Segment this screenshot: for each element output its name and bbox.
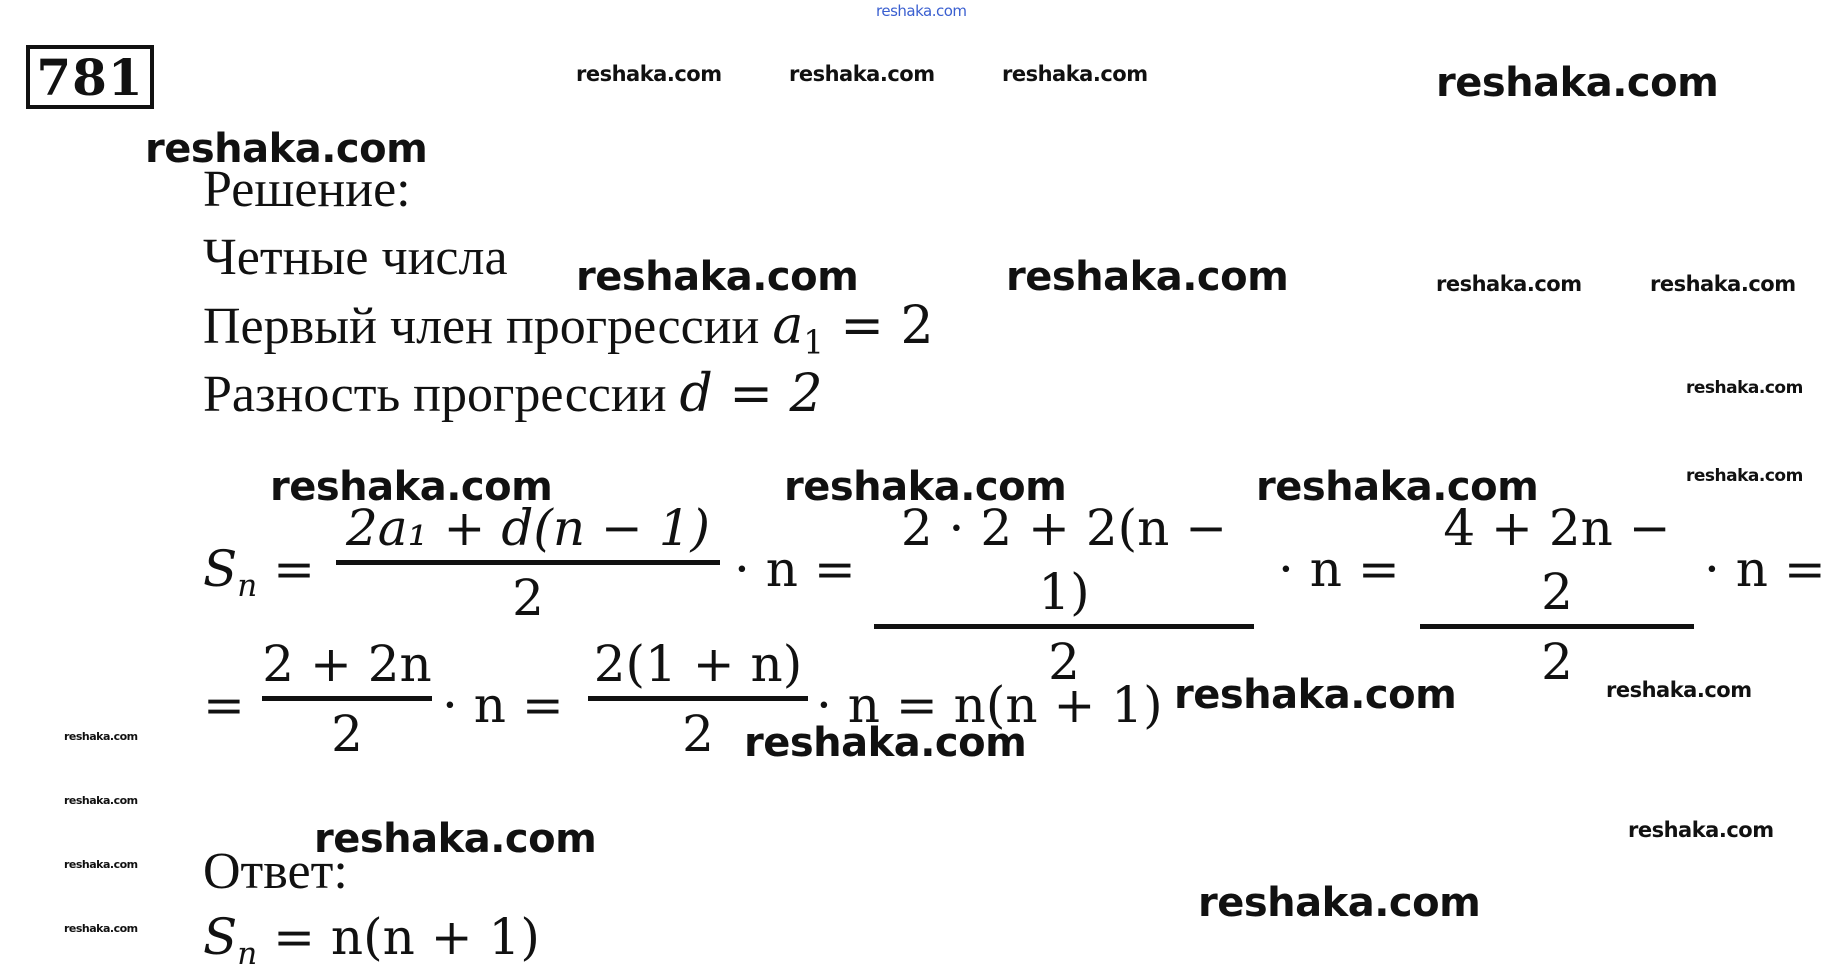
fraction-3-denominator: 2 [1541,633,1573,691]
difference-formula: d = 2 [679,364,823,424]
times-n-4: · n = [442,676,564,734]
watermark: reshaka.com [1174,672,1457,718]
difference-text: Разность прогрессии [203,366,667,423]
line-even-numbers: Четные числа [203,229,508,286]
watermark-top: reshaka.com [876,2,967,20]
watermark: reshaka.com [1256,464,1539,510]
watermark: reshaka.com [1002,62,1148,86]
watermark: reshaka.com [576,254,859,300]
watermark: reshaka.com [1650,272,1796,296]
watermark: reshaka.com [1628,818,1774,842]
answer-heading: Ответ: [203,843,348,900]
times-n-2: · n = [1278,540,1400,598]
watermark: reshaka.com [270,464,553,510]
watermark: reshaka.com [1006,254,1289,300]
watermark: reshaka.com [1198,880,1481,926]
watermark: reshaka.com [1436,272,1582,296]
fraction-4-numerator: 2 + 2n [262,635,432,693]
watermark: reshaka.com [789,62,935,86]
watermark: reshaka.com [64,922,138,935]
formula-lhs: $S_n$ = [203,540,316,604]
fraction-1-numerator: 2a₁ + d(n − 1) [345,499,711,557]
fraction-5-denominator: 2 [682,705,714,763]
watermark: reshaka.com [1686,378,1803,398]
fraction-2-denominator: 2 [1048,633,1080,691]
times-n-1: · n = [734,540,856,598]
formula-result: · n = n(n + 1) [816,676,1163,734]
watermark: reshaka.com [784,464,1067,510]
watermark: reshaka.com [314,816,597,862]
line-difference [203,364,823,424]
watermark: reshaka.com [576,62,722,86]
first-term-text: Первый член прогрессии [203,298,760,355]
fraction-2-numerator: 2 · 2 + 2(n − 1) [900,499,1228,621]
first-term-sub: 1 [803,323,824,362]
fraction-3 [1420,496,1694,695]
watermark: reshaka.com [64,794,138,807]
fraction-1-denominator: 2 [512,569,544,627]
fraction-4-denominator: 2 [331,705,363,763]
watermark: reshaka.com [64,858,138,871]
fraction-3-numerator: 4 + 2n − 2 [1443,499,1671,621]
fraction-1 [336,496,720,631]
fraction-2 [874,496,1254,695]
problem-number: 781 [26,45,154,109]
line-first-term [203,296,934,361]
times-n-3: · n = [1704,540,1826,598]
watermark: reshaka.com [1436,60,1719,106]
answer-formula: $S_n = n(n + 1)$ [203,908,540,972]
watermark: reshaka.com [1606,678,1752,702]
watermark: reshaka.com [145,126,428,172]
watermark: reshaka.com [1686,466,1803,486]
first-term-value: = 2 [823,296,934,356]
solution-heading: Решение: [203,161,411,218]
watermark: reshaka.com [744,720,1027,766]
formula-row2-eq: = [203,676,245,734]
fraction-5-numerator: 2(1 + n) [593,635,803,693]
fraction-4 [262,632,432,767]
first-term-var: a [772,296,804,356]
watermark: reshaka.com [64,730,138,743]
